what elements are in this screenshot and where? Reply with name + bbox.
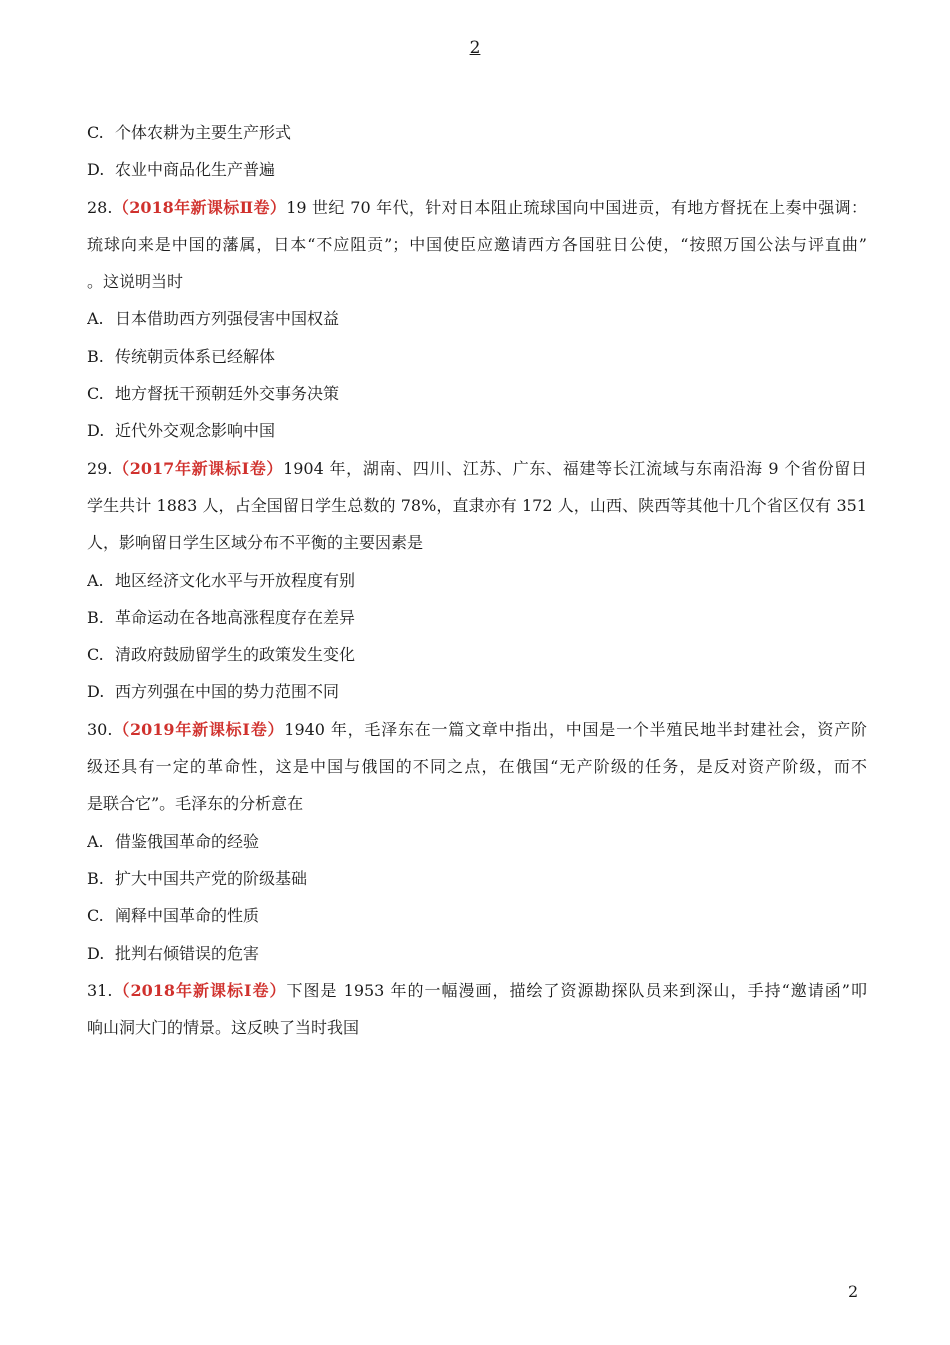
question-source: （2018年新课标Ⅱ卷） <box>112 197 287 217</box>
option-d <box>87 935 867 972</box>
option-letter: D. <box>87 682 105 702</box>
option-text: 借鉴俄国革命的经验 <box>115 831 260 851</box>
option-a <box>87 562 867 599</box>
question-text: 1904 年，湖南、四川、江苏、广东、福建等长江流域与东南沿海 9 个省份留日 <box>283 458 867 478</box>
option-c <box>87 375 867 412</box>
option-text: 近代外交观念影响中国 <box>115 421 276 441</box>
option-text: 日本借助西方列强侵害中国权益 <box>115 309 340 329</box>
question-text: 下图是 1953 年的一幅漫画，描绘了资源勘探队员来到深山，手持“邀请函”叩 <box>286 980 867 1000</box>
option-letter: A. <box>87 831 104 851</box>
option-letter: C. <box>87 645 104 665</box>
option-letter: C. <box>87 123 104 142</box>
question-text: 19 世纪 70 年代，针对日本阻止琉球国向中国进贡，有地方督抚在上奏中强调： <box>286 197 867 217</box>
question-31-line-1 <box>87 972 867 1009</box>
question-30-line-1 <box>87 711 867 748</box>
option-letter: D. <box>87 421 105 441</box>
option-text: 批判右倾错误的危害 <box>115 943 260 963</box>
option-text: 地区经济文化水平与开放程度有别 <box>115 570 356 590</box>
option-a <box>87 823 867 860</box>
option-text: 地方督抚干预朝廷外交事务决策 <box>115 384 340 404</box>
option-text: 农业中商品化生产普遍 <box>115 160 276 180</box>
document-body <box>87 114 867 1046</box>
option-letter: B. <box>87 346 104 366</box>
option-c <box>87 897 867 934</box>
option-text: 革命运动在各地高涨程度存在差异 <box>115 607 356 627</box>
option-text: 清政府鼓励留学生的政策发生变化 <box>115 645 356 665</box>
option-d <box>87 151 867 188</box>
option-letter: C. <box>87 384 104 404</box>
question-text: 响山洞大门的情景。这反映了当时我国 <box>87 1018 360 1038</box>
question-number: 31. <box>87 980 113 1000</box>
question-text: 琉球向来是中国的藩属，日本“不应阻贡”；中国使臣应邀请西方各国驻日公使，“按照万国公法与评直曲” <box>87 234 867 254</box>
question-29-line-3 <box>87 524 867 561</box>
question-number: 29. <box>87 458 113 478</box>
question-text: 。这说明当时 <box>87 272 184 292</box>
option-c <box>87 636 867 673</box>
question-source: （2017年新课标Ⅰ卷） <box>112 458 284 478</box>
question-text: 1940 年，毛泽东在一篇文章中指出，中国是一个半殖民地半封建社会，资产阶 <box>284 719 867 739</box>
option-d <box>87 673 867 710</box>
question-30-line-2 <box>87 748 867 785</box>
question-29-line-1 <box>87 450 867 487</box>
option-letter: D. <box>87 160 105 180</box>
option-letter: C. <box>87 906 104 926</box>
option-b <box>87 338 867 375</box>
question-30-line-3 <box>87 785 867 822</box>
question-28-line-3 <box>87 263 867 300</box>
option-text: 个体农耕为主要生产形式 <box>115 123 292 142</box>
question-text: 是联合它”。毛泽东的分析意在 <box>87 794 304 814</box>
question-number: 30. <box>87 719 113 739</box>
question-number: 28. <box>87 197 113 217</box>
question-text: 级还具有一定的革命性，这是中国与俄国的不同之点，在俄国“无产阶级的任务，是反对资产阶级，而不 <box>87 757 867 777</box>
option-text: 扩大中国共产党的阶级基础 <box>115 868 308 888</box>
option-d <box>87 412 867 449</box>
option-text: 传统朝贡体系已经解体 <box>115 346 276 366</box>
option-text: 西方列强在中国的势力范围不同 <box>115 682 340 702</box>
option-text: 阐释中国革命的性质 <box>115 906 260 926</box>
option-letter: B. <box>87 607 104 627</box>
question-text: 人，影响留日学生区域分布不平衡的主要因素是 <box>87 533 424 553</box>
question-28-line-2 <box>87 226 867 263</box>
question-text: 学生共计 1883 人，占全国留日学生总数的 78%，直隶亦有 172 人，山西、陕西等其他十几个省区仅有 351 <box>87 495 867 515</box>
question-28-line-1 <box>87 189 867 226</box>
option-c <box>87 114 867 151</box>
question-source: （2019年新课标Ⅰ卷） <box>112 719 285 739</box>
question-source: （2018年新课标Ⅰ卷） <box>112 980 287 1000</box>
option-letter: D. <box>87 943 105 963</box>
question-31-line-2 <box>87 1009 867 1046</box>
option-letter: A. <box>87 570 104 590</box>
option-a <box>87 300 867 337</box>
page-footer-number: 2 <box>848 1282 859 1301</box>
option-b <box>87 860 867 897</box>
option-b <box>87 599 867 636</box>
page-header-number: 2 <box>469 38 481 58</box>
question-29-line-2 <box>87 487 867 524</box>
option-letter: A. <box>87 309 104 329</box>
option-letter: B. <box>87 868 104 888</box>
